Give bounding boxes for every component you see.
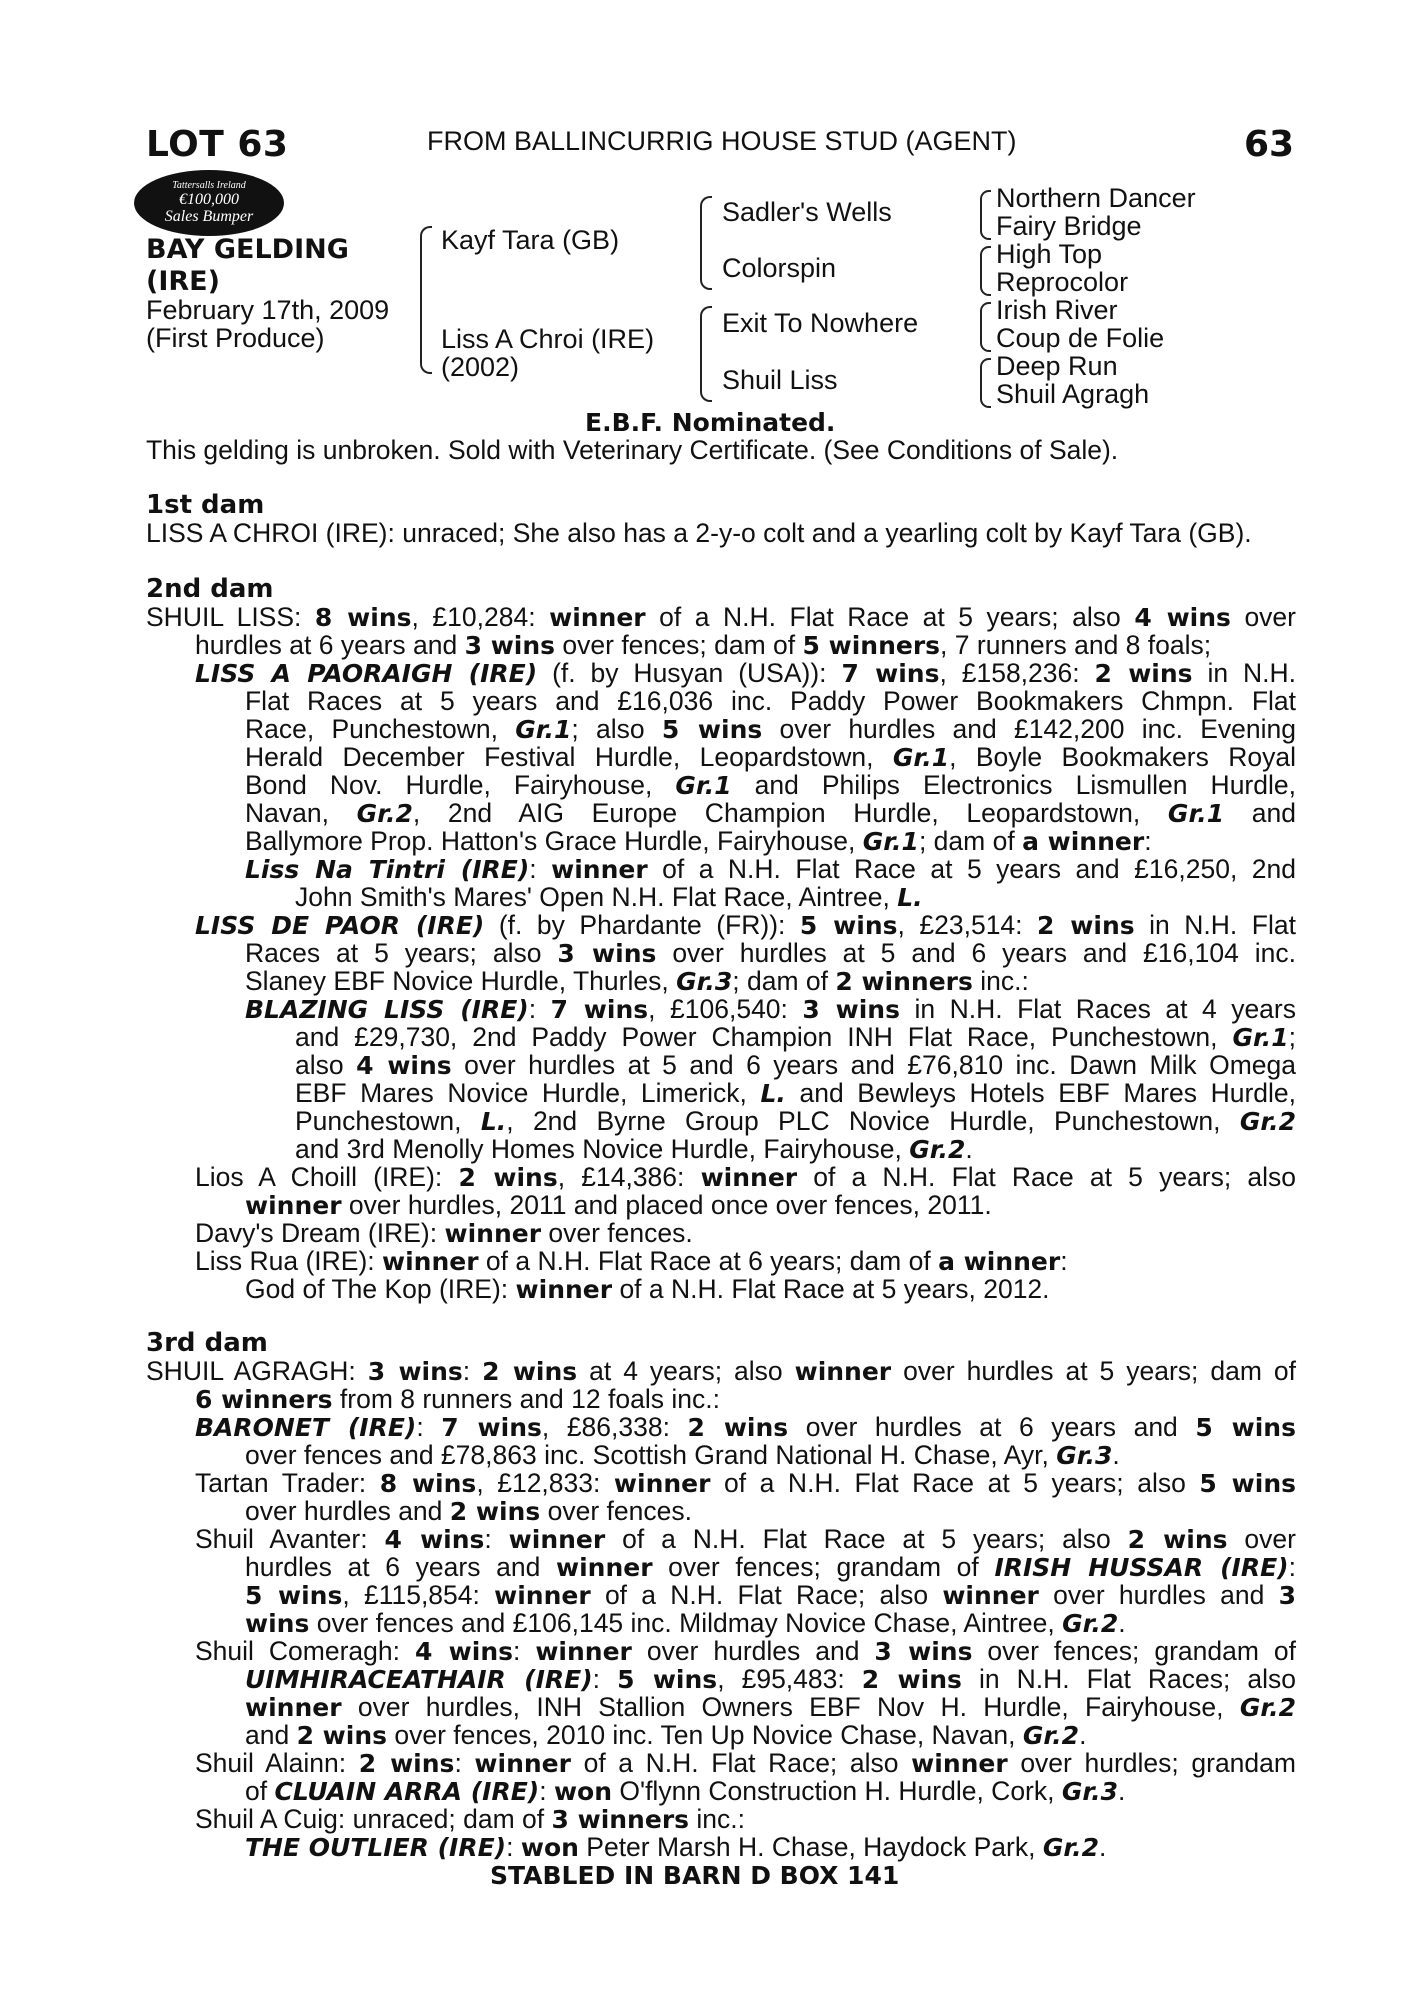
- lot-number: 63: [1244, 124, 1295, 165]
- second-dam-line: Bond Nov. Hurdle, Fairyhouse, Gr.1 and Philips Electronics Lismullen Hurdle,: [245, 770, 1296, 800]
- first-dam-heading: 1st dam: [146, 490, 265, 520]
- second-dam-line: Flat Races at 5 years and £16,036 inc. Paddy Power Bookmakers Chmpn. Flat: [245, 686, 1296, 716]
- gen3-2: Fairy Bridge: [996, 211, 1142, 241]
- sire: Kayf Tara (GB): [441, 225, 620, 255]
- gen3-8: Shuil Agragh: [996, 379, 1150, 409]
- pedigree-brace-g1: [980, 190, 991, 240]
- third-dam-line: 5 wins, £115,854: winner of a N.H. Flat Race; also winner over hurdles and 3: [245, 1580, 1296, 1610]
- gen3-6: Coup de Folie: [996, 323, 1165, 353]
- dam: Liss A Chroi (IRE): [441, 324, 655, 354]
- ebf-nominated: E.B.F. Nominated.: [585, 408, 836, 437]
- sales-bumper-badge: [134, 170, 284, 236]
- second-dam-line: BLAZING LISS (IRE): 7 wins, £106,540: 3 wins in N.H. Flat Races at 4 years: [245, 994, 1296, 1024]
- third-dam-line: over fences and £78,863 inc. Scottish Grand National H. Chase, Ayr, Gr.3.: [245, 1440, 1120, 1470]
- third-dam-line: BARONET (IRE): 7 wins, £86,338: 2 wins over hurdles at 6 years and 5 wins: [195, 1412, 1296, 1442]
- third-dam-line: Shuil Avanter: 4 wins: winner of a N.H. Flat Race at 5 years; also 2 wins over: [195, 1524, 1296, 1554]
- pedigree-brace-g3: [980, 302, 991, 352]
- second-dam-line: LISS DE PAOR (IRE) (f. by Phardante (FR)): 5 wins, £23,514: 2 wins in N.H. Flat: [195, 910, 1296, 940]
- lot-label: LOT 63: [146, 124, 289, 165]
- third-dam-line: over hurdles and 2 wins over fences.: [245, 1496, 692, 1526]
- second-dam-line: winner over hurdles, 2011 and placed once over fences, 2011.: [245, 1190, 992, 1220]
- third-dam-line: 6 winners from 8 runners and 12 foals inc.:: [195, 1384, 720, 1414]
- foaling-date: February 17th, 2009: [146, 295, 390, 325]
- sale-note: This gelding is unbroken. Sold with Veterinary Certificate. (See Conditions of Sale).: [146, 435, 1119, 465]
- second-dam-line: LISS A PAORAIGH (IRE) (f. by Husyan (USA)): 7 wins, £158,236: 2 wins in N.H.: [195, 658, 1297, 688]
- third-dam-line: Shuil Comeragh: 4 wins: winner over hurdles and 3 wins over fences; grandam of: [195, 1636, 1296, 1666]
- second-dam-line: Slaney EBF Novice Hurdle, Thurles, Gr.3; dam of 2 winners inc.:: [245, 966, 1029, 996]
- gen3-5: Irish River: [996, 295, 1118, 325]
- dam-dam: Shuil Liss: [722, 365, 838, 395]
- gen3-1: Northern Dancer: [996, 183, 1196, 213]
- second-dam-line: and 3rd Menolly Homes Novice Hurdle, Fairyhouse, Gr.2.: [295, 1134, 973, 1164]
- gen3-3: High Top: [996, 239, 1103, 269]
- second-dam-line: Liss Rua (IRE): winner of a N.H. Flat Race at 6 years; dam of a winner:: [195, 1246, 1068, 1276]
- pedigree-brace-g2: [980, 246, 991, 296]
- badge-brand: Tattersalls Ireland: [172, 180, 246, 191]
- badge-title: Sales Bumper: [164, 208, 254, 225]
- third-dam-line: Tartan Trader: 8 wins, £12,833: winner of a N.H. Flat Race at 5 years; also 5 wins: [195, 1468, 1296, 1498]
- dam-sire: Exit To Nowhere: [722, 308, 919, 338]
- horse-type: [146, 234, 349, 298]
- stabling-location: STABLED IN BARN D BOX 141: [490, 1861, 900, 1890]
- second-dam-line: hurdles at 6 years and 3 wins over fences; dam of 5 winners, 7 runners and 8 foals;: [195, 630, 1212, 660]
- second-dam-line: Navan, Gr.2, 2nd AIG Europe Champion Hurdle, Leopardstown, Gr.1 and: [245, 798, 1297, 828]
- produce-note: (First Produce): [146, 323, 325, 353]
- gen3-4: Reprocolor: [996, 267, 1129, 297]
- third-dam-line: SHUIL AGRAGH: 3 wins: 2 wins at 4 years; also winner over hurdles at 5 years; dam of: [146, 1356, 1296, 1386]
- second-dam-line: John Smith's Mares' Open N.H. Flat Race, Aintree, L.: [295, 882, 923, 912]
- second-dam-line: Punchestown, L., 2nd Byrne Group PLC Novice Hurdle, Punchestown, Gr.2: [295, 1106, 1296, 1136]
- first-dam-text: LISS A CHROI (IRE): unraced; She also has a 2-y-o colt and a yearling colt by Kayf Tara (GB).: [146, 518, 1252, 548]
- second-dam-line: God of The Kop (IRE): winner of a N.H. Flat Race at 5 years, 2012.: [245, 1274, 1050, 1304]
- third-dam-line: of CLUAIN ARRA (IRE): won O'flynn Construction H. Hurdle, Cork, Gr.3.: [245, 1776, 1126, 1806]
- sire-sire: Sadler's Wells: [722, 197, 892, 227]
- sire-dam: Colorspin: [722, 253, 837, 283]
- second-dam-line: and £29,730, 2nd Paddy Power Champion INH Flat Race, Punchestown, Gr.1;: [295, 1022, 1296, 1052]
- second-dam-line: Ballymore Prop. Hatton's Grace Hurdle, Fairyhouse, Gr.1; dam of a winner:: [245, 826, 1152, 856]
- gen3-7: Deep Run: [996, 351, 1118, 381]
- pedigree-brace-g4: [980, 358, 991, 408]
- third-dam-line: Shuil A Cuig: unraced; dam of 3 winners inc.:: [195, 1804, 745, 1834]
- pedigree-brace-dam: [700, 306, 712, 402]
- second-dam-line: Lios A Choill (IRE): 2 wins, £14,386: winner of a N.H. Flat Race at 5 years; also: [195, 1162, 1297, 1192]
- second-dam-line: Race, Punchestown, Gr.1; also 5 wins over hurdles and £142,200 inc. Evening: [245, 714, 1297, 744]
- second-dam-line: EBF Mares Novice Hurdle, Limerick, L. and Bewleys Hotels EBF Mares Hurdle,: [295, 1078, 1296, 1108]
- pedigree-brace-main: [420, 226, 432, 374]
- horse-type-line2: (IRE): [146, 266, 220, 297]
- second-dam-line: Herald December Festival Hurdle, Leopardstown, Gr.1, Boyle Bookmakers Royal: [245, 742, 1296, 772]
- consignor: FROM BALLINCURRIG HOUSE STUD (AGENT): [427, 126, 1017, 156]
- second-dam-line: Races at 5 years; also 3 wins over hurdles at 5 and 6 years and £16,104 inc.: [245, 938, 1296, 968]
- second-dam-heading: 2nd dam: [146, 574, 274, 604]
- third-dam-line: winner over hurdles, INH Stallion Owners EBF Nov H. Hurdle, Fairyhouse, Gr.2: [245, 1692, 1296, 1722]
- second-dam-line: Liss Na Tintri (IRE): winner of a N.H. Flat Race at 5 years and £16,250, 2nd: [245, 854, 1296, 884]
- badge-amount: €100,000: [179, 191, 239, 208]
- pedigree-brace-sire: [700, 196, 712, 290]
- third-dam-line: UIMHIRACEATHAIR (IRE): 5 wins, £95,483: 2 wins in N.H. Flat Races; also: [245, 1664, 1296, 1694]
- second-dam-line: SHUIL LISS: 8 wins, £10,284: winner of a N.H. Flat Race at 5 years; also 4 wins over: [146, 602, 1296, 632]
- horse-type-line1: BAY GELDING: [146, 234, 349, 265]
- third-dam-line: hurdles at 6 years and winner over fences; grandam of IRISH HUSSAR (IRE):: [245, 1552, 1296, 1582]
- third-dam-line: Shuil Alainn: 2 wins: winner of a N.H. Flat Race; also winner over hurdles; grandam: [195, 1748, 1296, 1778]
- second-dam-line: Davy's Dream (IRE): winner over fences.: [195, 1218, 693, 1248]
- third-dam-heading: 3rd dam: [146, 1328, 268, 1358]
- third-dam-line: THE OUTLIER (IRE): won Peter Marsh H. Chase, Haydock Park, Gr.2.: [245, 1832, 1107, 1862]
- dam-year: (2002): [441, 352, 520, 382]
- third-dam-line: and 2 wins over fences, 2010 inc. Ten Up Novice Chase, Navan, Gr.2.: [245, 1720, 1087, 1750]
- second-dam-line: also 4 wins over hurdles at 5 and 6 years and £76,810 inc. Dawn Milk Omega: [295, 1050, 1296, 1080]
- third-dam-line: wins over fences and £106,145 inc. Mildmay Novice Chase, Aintree, Gr.2.: [245, 1608, 1126, 1638]
